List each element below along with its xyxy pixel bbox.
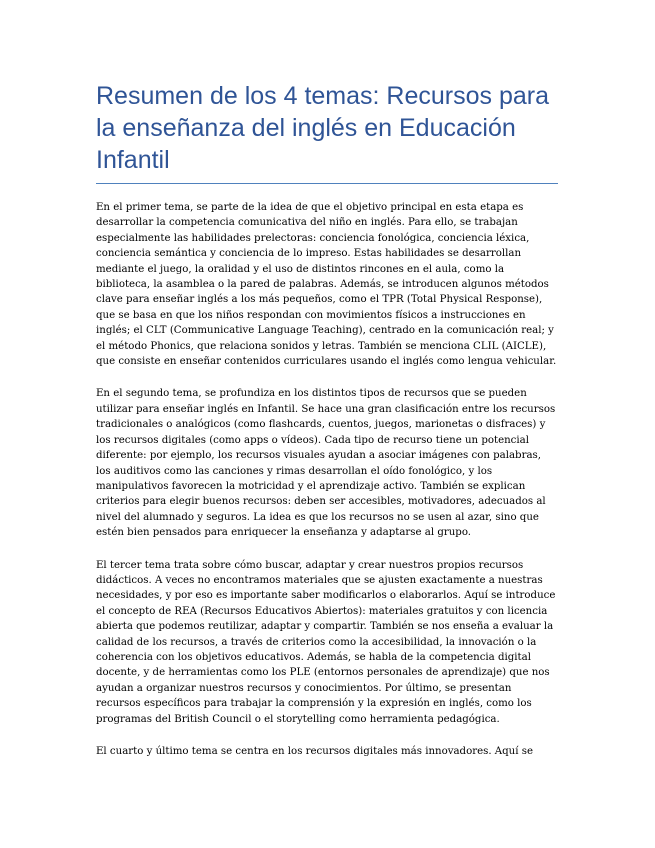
title-underline: [96, 183, 558, 184]
paragraph-tema-4: El cuarto y último tema se centra en los recursos digitales más innovadores. Aquí se: [96, 746, 533, 757]
paragraph-tema-3: El tercer tema trata sobre cómo buscar, adaptar y crear nuestros propios recursos didácticos. A veces no encontramos materiales que se ajusten exactamente a nuestras necesidades, y por eso es importante saber modificarlos o elaborarlos. Aquí se introduce el concepto de REA (Recursos Educativos Abiertos): materiales gratuitos y con licencia abierta que podemos reutilizar, adaptar y compartir. También se nos enseña a evaluar la calidad de los recursos, a través de criterios como la accesibilidad, la innovación o la coherencia con los objetivos educativos. Además, se habla de la competencia digital docente, y de herramientas como los PLE (entornos personales de aprendizaje) que nos ayudan a organizar nuestros recursos y conocimientos. Por último, se presentan recursos específicos para trabajar la comprensión y la expresión en inglés, como los programas del British Council o el storytelling como herramienta pedagógica.: [96, 559, 556, 725]
document-body: [96, 200, 558, 776]
paragraph-tema-2: En el segundo tema, se profundiza en los distintos tipos de recursos que se pueden utilizar para enseñar inglés en Infantil. Se hace una gran clasificación entre los recursos tradicionales o analógicos (como flashcards, cuentos, juegos, marionetas o disfraces) y los recursos digitales (como apps o vídeos). Cada tipo de recurso tiene un potencial diferente: por ejemplo, los recursos visuales ayudan a asociar imágenes con palabras, los auditivos como las canciones y rimas desarrollan el oído fonológico, y los manipulativos favorecen la motricidad y el aprendizaje activo. También se explican criterios para elegir buenos recursos: deben ser accesibles, motivadores, adecuados al nivel del alumnado y seguros. La idea es que los recursos no se usen al azar, sino que estén bien pensados para enriquecer la enseñanza y adaptarse al grupo.: [96, 388, 556, 539]
paragraph-tema-1: En el primer tema, se parte de la idea de que el objetivo principal en esta etapa es desarrollar la competencia comunicativa del niño en inglés. Para ello, se trabajan especialmente las habilidades prelectoras: conciencia fonológica, conciencia léxica, conciencia semántica y conciencia de lo impreso. Estas habilidades se desarrollan mediante el juego, la oralidad y el uso de distintos rincones en el aula, como la biblioteca, la asamblea o la pared de palabras. Además, se introducen algunos métodos clave para enseñar inglés a los más pequeños, como el TPR (Total Physical Response), que se basa en que los niños respondan con movimientos físicos a instrucciones en inglés; el CLT (Communicative Language Teaching), centrado en la comunicación real; y el método Phonics, que relaciona sonidos y letras. También se menciona CLIL (AICLE), que consiste en enseñar contenidos curriculares usando el inglés como lengua vehicular.: [96, 202, 557, 368]
document-title: Resumen de los 4 temas: Recursos para la enseñanza del inglés en Educación Infantil: [96, 82, 549, 174]
